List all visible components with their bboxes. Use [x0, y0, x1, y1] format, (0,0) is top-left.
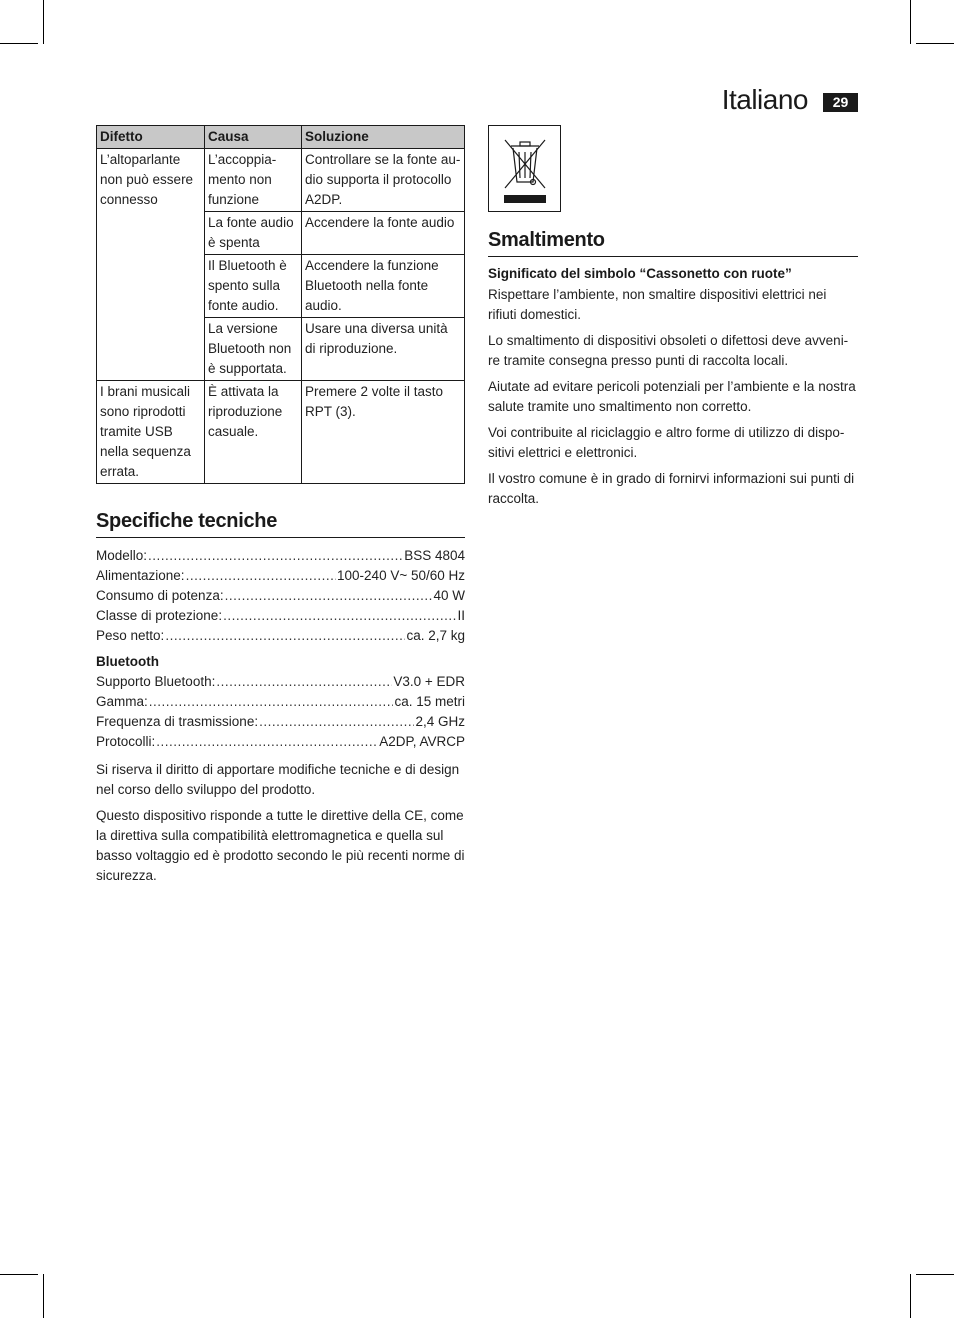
crop-mark [0, 1274, 38, 1275]
spec-label: Modello: [96, 548, 148, 563]
disposal-paragraph: Rispettare l’ambiente, non smaltire dispositivi elettrici nei rifiuti domestici. [488, 287, 827, 322]
crop-mark [910, 1274, 911, 1318]
table-header-row [97, 126, 465, 149]
header-defect: Difetto [97, 126, 205, 149]
solution-cell: Accendere la fonte audio [302, 212, 465, 255]
spec-value: 2,4 GHz [415, 714, 465, 729]
crop-mark [910, 0, 911, 44]
disposal-paragraph: Aiutate ad evitare pericoli potenziali per l’ambiente e la nostra salute tramite uno smaltimento non corretto. [488, 379, 856, 414]
spec-label: Frequenza di trasmissione: [96, 714, 259, 729]
cause-cell: La versione Bluetooth non è supportata. [205, 318, 302, 381]
spec-label: Protocolli: [96, 734, 156, 749]
solution-cell: Controllare se la fonte au-dio supporta il protocollo A2DP. [302, 149, 465, 212]
table-row [97, 149, 465, 212]
spec-label: Supporto Bluetooth: [96, 674, 216, 689]
spec-value: II [457, 608, 465, 623]
disposal-paragraph: Voi contribuite al riciclaggio e altro forme di utilizzo di dispo-sitivi elettrici e elettronici. [488, 425, 845, 460]
spec-value: ca. 15 metri [394, 694, 465, 709]
left-column [96, 125, 465, 886]
troubleshooting-table [96, 125, 465, 484]
spec-label: Alimentazione: [96, 568, 185, 583]
table-row [97, 381, 465, 484]
bluetooth-subheading: Bluetooth [96, 654, 159, 669]
disposal-paragraph: Lo smaltimento di dispositivi obsoleti o difettosi deve avveni-re tramite consegna presso punti di raccolta locali. [488, 333, 849, 368]
crop-mark [916, 1274, 954, 1275]
spec-label: Consumo di potenza: [96, 588, 224, 603]
defect-cell: I brani musicali sono riprodotti tramite USB nella sequenza errata. [97, 381, 205, 484]
header-cause: Causa [205, 126, 302, 149]
spec-value: V3.0 + EDR [393, 674, 465, 689]
spec-row [96, 566, 465, 586]
solution-cell: Accendere la funzione Bluetooth nella fonte audio. [302, 255, 465, 318]
cause-cell: La fonte audio è spenta [205, 212, 302, 255]
spec-value: BSS 4804 [404, 548, 465, 563]
crop-mark [43, 0, 44, 44]
design-change-note: Si riserva il diritto di apportare modifiche tecniche e di design nel corso dello sviluppo del prodotto. [96, 762, 460, 797]
spec-value: A2DP, AVRCP [379, 734, 465, 749]
spec-row [96, 546, 465, 566]
weee-bar [504, 195, 546, 203]
page-language-title: Italiano [721, 84, 808, 115]
spec-label: Classe di protezione: [96, 608, 223, 623]
crop-mark [916, 43, 954, 44]
specs-list [96, 546, 465, 646]
crossed-wheelie-bin-icon [499, 132, 551, 192]
spec-row [96, 672, 465, 692]
cause-cell: È attivata la riproduzione casuale. [205, 381, 302, 484]
spec-row [96, 606, 465, 626]
spec-label: Gamma: [96, 694, 148, 709]
cause-cell: Il Bluetooth è spento sulla fonte audio. [205, 255, 302, 318]
solution-cell: Usare una diversa unità di riproduzione. [302, 318, 465, 381]
specs-heading: Specifiche tecniche [96, 510, 465, 538]
bluetooth-specs-list [96, 672, 465, 752]
page-number: 29 [823, 93, 858, 112]
ce-compliance-note: Questo dispositivo risponde a tutte le direttive della CE, come la direttiva sulla compatibilità elettromagnetica e quella sul basso voltaggio ed è prodotto secondo le più recenti norme di sicurezza. [96, 808, 465, 883]
crop-mark [0, 43, 38, 44]
spec-row [96, 712, 465, 732]
defect-cell: L’altoparlante non può essere connesso [97, 149, 205, 381]
cause-cell: L’accoppia-mento non funzione [205, 149, 302, 212]
header-solution: Soluzione [302, 126, 465, 149]
spec-row [96, 586, 465, 606]
spec-row [96, 692, 465, 712]
spec-value: ca. 2,7 kg [406, 628, 465, 643]
weee-symbol [488, 125, 561, 212]
spec-value: 100-240 V~ 50/60 Hz [337, 568, 465, 583]
right-column [488, 125, 858, 509]
spec-row [96, 626, 465, 646]
crop-mark [43, 1274, 44, 1318]
disposal-subheading: Significato del simbolo “Cassonetto con ruote” [488, 266, 792, 281]
disposal-heading: Smaltimento [488, 229, 858, 257]
solution-cell: Premere 2 volte il tasto RPT (3). [302, 381, 465, 484]
spec-row [96, 732, 465, 752]
spec-label: Peso netto: [96, 628, 165, 643]
spec-value: 40 W [433, 588, 465, 603]
disposal-paragraph: Il vostro comune è in grado di fornirvi informazioni sui punti di raccolta. [488, 471, 855, 506]
